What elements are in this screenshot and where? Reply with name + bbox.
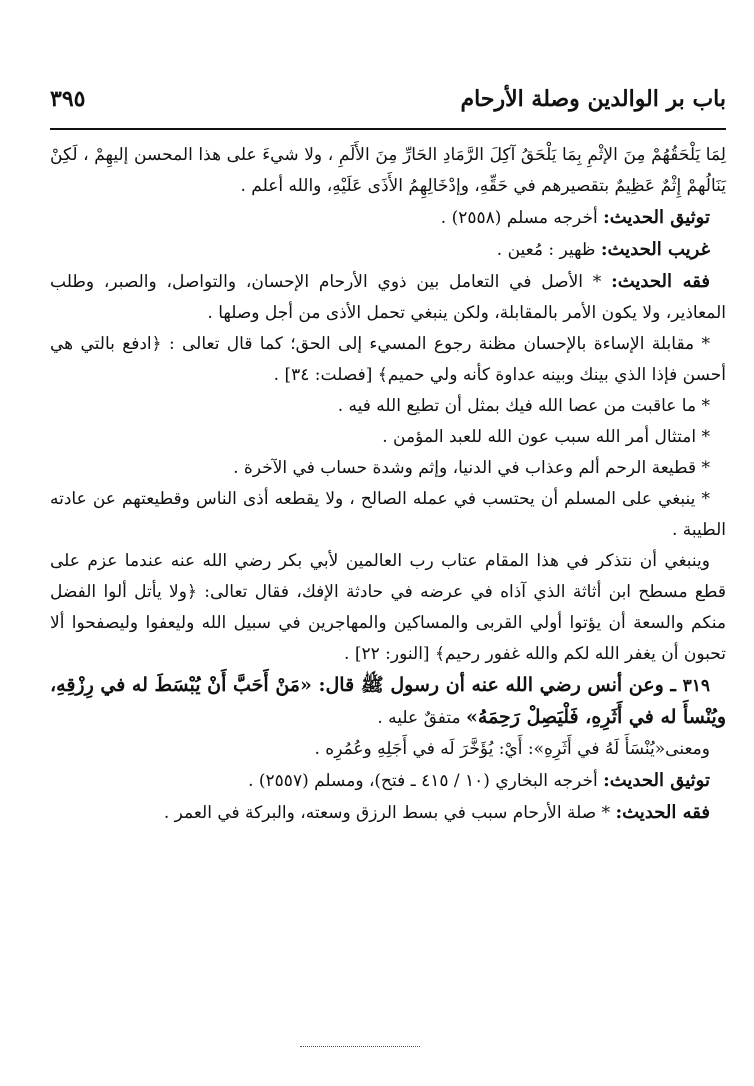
hadith-text: «مَنْ أَحَبَّ أَنْ يُبْسَطَ له في رِزْقِهِ، ويُنْسأَ له في أَثَرِهِ، فَلْيَصِلْ رَحِمَهُ» xyxy=(50,674,726,728)
page-body xyxy=(50,140,726,829)
header-divider xyxy=(50,128,726,130)
hadith-documentation xyxy=(50,202,726,234)
page-number: ٣٩٥ xyxy=(50,86,86,112)
hadith-intro: ـ وعن أنس رضي الله عنه أن رسول ﷺ قال: xyxy=(311,674,683,696)
page-header xyxy=(50,86,726,120)
hadith-fiqh xyxy=(50,797,726,829)
hadith-number: ٣١٩ xyxy=(682,676,710,696)
hadith-documentation xyxy=(50,765,726,797)
bullet-point: * قطيعة الرحم ألم وعذاب في الدنيا، وإثم وشدة حساب في الآخرة . xyxy=(233,458,710,478)
tawthiq-text: أخرجه البخاري (١٠ / ٤١٥ ـ فتح)، ومسلم (٢٥٥٧) . xyxy=(248,771,604,791)
tawthiq-label: توثيق الحديث: xyxy=(603,770,710,791)
gharib-label: غريب الحديث: xyxy=(600,239,710,260)
paragraph-continuation: لِمَا يَلْحَقُهُمْ مِنَ الإثْمِ بِمَا يَلْحَقُ آكِلَ الرَّمَادِ الحَارِّ مِنَ الأَلَمِ ، ولا شيءَ على هذا المحسن إليهِمْ ، لَكِنْ يَنَالُهمْ إِثْمٌ عَظِيمٌ بتقصيرهم في حَقِّهِ، وإدْخَالِهِمُ الأَذَى عَلَيْهِ، والله أعلم . xyxy=(50,145,726,196)
hadith-fiqh xyxy=(50,266,726,329)
bullet-point: * ينبغي على المسلم أن يحتسب في عمله الصالح ، ولا يقطعه أذى الناس وقطيعتهم عن عادته الطيبة . xyxy=(50,489,726,540)
gharib-text: ظهير : مُعين . xyxy=(496,240,601,260)
tawthiq-text: أخرجه مسلم (٢٥٥٨) . xyxy=(440,208,604,228)
chapter-title: باب بر الوالدين وصلة الأرحام xyxy=(460,86,726,112)
paragraph-reminder: وينبغي أن نتذكر في هذا المقام عتاب رب العالمين لأبي بكر رضي الله عنه عندما عزم على قطع مسطح ابن أثاثة الذي آذاه في عرضه في حادثة الإفك، فقال تعالى: ﴿ولا يأتل ألوا الفضل منكم والسعة أن يؤتوا أولي القربى والمساكين والمهاجرين في سبيل الله وليعفوا وليصفحوا ألا تحبون أن يغفر الله لكم والله غفور رحيم﴾ [النور: ٢٢] . xyxy=(50,551,726,664)
bullet-point: * ما عاقبت من عصا الله فيك بمثل أن تطيع الله فيه . xyxy=(337,396,710,416)
bullet-point: * مقابلة الإساءة بالإحسان مظنة رجوع المسيء إلى الحق؛ كما قال تعالى : ﴿ادفع بالتي هي أحسن فإذا الذي بينك وبينه عداوة كأنه ولي حميم﴾ [فصلت: ٣٤] . xyxy=(50,334,726,385)
hadith-vocabulary xyxy=(50,234,726,266)
bullet-point: * امتثال أمر الله سبب عون الله للعبد المؤمن . xyxy=(382,427,710,447)
fiqh-text: * الأصل في التعامل بين ذوي الأرحام الإحسان، والتواصل، والصبر، وطلب المعاذير، ولا يكون الأمر بالمقابلة، ولكن ينبغي تحمل الأذى من أجل وصلها . xyxy=(50,272,726,323)
fiqh-label: فقه الحديث: xyxy=(615,802,710,823)
fiqh-label: فقه الحديث: xyxy=(611,271,710,292)
tawthiq-label: توثيق الحديث: xyxy=(603,207,710,228)
fiqh-text: * صلة الأرحام سبب في بسط الرزق وسعته، والبركة في العمر . xyxy=(163,803,616,823)
footer-divider xyxy=(300,1046,420,1047)
hadith-source: متفقٌ عليه . xyxy=(377,708,467,728)
hadith-319 xyxy=(50,670,726,734)
meaning-note: ومعنى«يُنْسَأَ لَهُ في أَثَرِهِ»: أَيْ: يُؤَخَّرَ لَه في أَجَلِهِ وعُمُرِه . xyxy=(314,739,710,759)
